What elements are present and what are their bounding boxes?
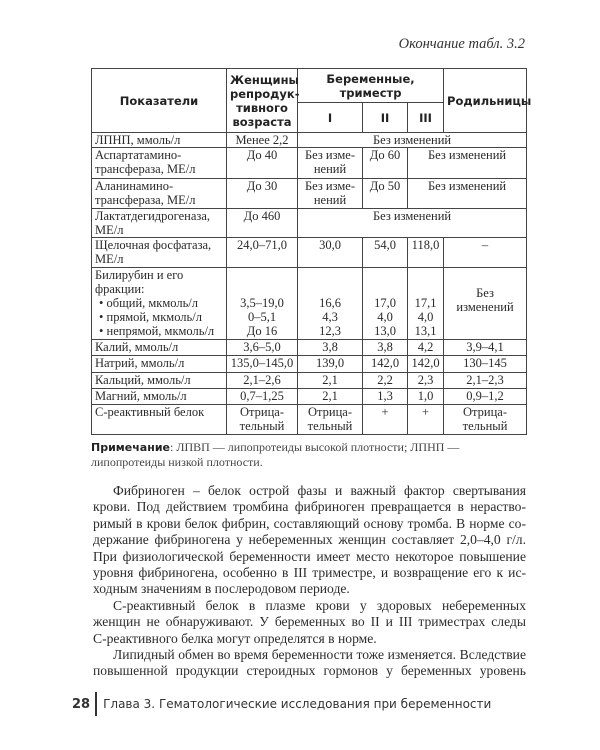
cell-t2: До 50: [363, 179, 408, 209]
row-name: Калий, ммоль/л: [92, 340, 227, 356]
cell-women: 3,6–5,0: [227, 340, 298, 356]
table-row: [92, 340, 527, 356]
table-row: [92, 179, 527, 209]
cell-postpartum: 0,9–1,2: [444, 389, 527, 405]
row-name: [92, 268, 227, 340]
cell-t3: 2,3: [408, 373, 444, 389]
cell-postpartum: 2,1–2,3: [444, 373, 527, 389]
cell-women: 2,1–2,6: [227, 373, 298, 389]
cell-women: До 30: [227, 179, 298, 209]
cell-t3: +: [408, 405, 444, 435]
table-row: [92, 148, 527, 179]
table-row: [92, 356, 527, 373]
bilirubin-fractions: [95, 296, 223, 338]
cell-t3: 1,0: [408, 389, 444, 405]
bilirubin-label: Билирубин и его фракции:: [95, 268, 184, 296]
cell-t3: 4,2: [408, 340, 444, 356]
cell-t3: 17,1 4,0 13,1: [408, 268, 444, 340]
cell-t1: 139,0: [298, 356, 363, 373]
list-item: • общий, мкмоль/л: [99, 296, 223, 310]
table-caption: Окончание табл. 3.2: [398, 36, 525, 52]
cell-women: Отрица-тельный: [227, 405, 298, 435]
cell-women: 3,5–19,0 0–5,1 До 16: [227, 268, 298, 340]
body-text: [93, 483, 526, 680]
cell-women: 135,0–145,0: [227, 356, 298, 373]
cell-t3-postpartum: Без изменений: [408, 179, 527, 209]
cell-t1: Без изме-нений: [298, 179, 363, 209]
header-postpartum: Родильницы: [444, 69, 527, 133]
reference-values-table: [91, 68, 532, 435]
cell-women: До 40: [227, 148, 298, 179]
footer-divider: [95, 692, 97, 716]
cell-postpartum: Без изменений: [444, 268, 527, 340]
cell-t3: 142,0: [408, 356, 444, 373]
cell-t2: 142,0: [363, 356, 408, 373]
header-women: Женщины репродук-тивного возраста: [227, 69, 298, 133]
list-item: • прямой, мкмоль/л: [99, 310, 223, 324]
table-row: [92, 238, 527, 268]
chapter-title: Глава 3. Гематологические исследования при беременности: [103, 697, 492, 711]
cell-t2: До 60: [363, 148, 408, 179]
header-indicator: Показатели: [92, 69, 227, 133]
page-number: 28: [72, 696, 91, 712]
cell-t3-postpartum: Без изменений: [408, 148, 527, 179]
row-name: Аспартатамино-трансфераза, МЕ/л: [92, 148, 227, 179]
list-item: • непрямой, мкмоль/л: [99, 324, 223, 338]
header-trimester-3: III: [408, 103, 444, 133]
note-text: : ЛПВП — липопротеиды высокой плотности; ЛПНП — липопротеиды низкой плотности.: [91, 440, 460, 469]
cell-postpartum: 3,9–4,1: [444, 340, 527, 356]
cell-t2: 54,0: [363, 238, 408, 268]
row-name: Натрий, ммоль/л: [92, 356, 227, 373]
row-name: Кальций, ммоль/л: [92, 373, 227, 389]
row-name: С-реактивный белок: [92, 405, 227, 435]
page-footer: [72, 692, 491, 716]
row-name: Лактатдегидрогеназа, МЕ/л: [92, 209, 227, 238]
note-label: Примечание: [91, 441, 170, 454]
cell-t2: 1,3: [363, 389, 408, 405]
cell-t1: 2,1: [298, 389, 363, 405]
cell-postpartum: –: [444, 238, 527, 268]
table-row: [92, 133, 527, 148]
cell-t1: 30,0: [298, 238, 363, 268]
cell-women: Менее 2,2: [227, 133, 298, 148]
cell-t2: 3,8: [363, 340, 408, 356]
table-row: [92, 268, 527, 340]
cell-pregnant-postpartum: Без изменений: [298, 209, 527, 238]
row-name: Магний, ммоль/л: [92, 389, 227, 405]
cell-t1: Отрица-тельный: [298, 405, 363, 435]
cell-women: 0,7–1,25: [227, 389, 298, 405]
table-row: [92, 389, 527, 405]
table-note: [91, 440, 527, 470]
cell-women: 24,0–71,0: [227, 238, 298, 268]
table-row: [92, 209, 527, 238]
cell-pregnant-postpartum: Без изменений: [298, 133, 527, 148]
row-name: ЛПНП, ммоль/л: [92, 133, 227, 148]
cell-postpartum: Отрица-тельный: [444, 405, 527, 435]
cell-women: До 460: [227, 209, 298, 238]
header-trimester-2: II: [363, 103, 408, 133]
header-trimester-1: I: [298, 103, 363, 133]
cell-t2: 17,0 4,0 13,0: [363, 268, 408, 340]
cell-t1: Без изме-нений: [298, 148, 363, 179]
header-pregnant: Беременные, триместр: [298, 69, 444, 103]
row-name: Аланинамино-трансфераза, МЕ/л: [92, 179, 227, 209]
row-name: Щелочная фосфатаза, МЕ/л: [92, 238, 227, 268]
paragraph-fibrinogen: Фибриноген – белок острой фазы и важный фактор свертывания крови. Под действием тромбина фибриноген превращается в нераство- римый в крови белок фибрин, составляющий основу тромба. В норме со- держание фибриногена у небеременных женщин составляет 2,0–4,0 г/л. При физиологической беременности имеет место некоторое повышение уровня фибриногена, особенно в III триместре, и возвращение его к ис- ходным значениям в послеродовом периоде.: [93, 483, 526, 597]
table-row: [92, 373, 527, 389]
cell-t2: 2,2: [363, 373, 408, 389]
cell-t2: +: [363, 405, 408, 435]
cell-postpartum: 130–145: [444, 356, 527, 373]
cell-t3: 118,0: [408, 238, 444, 268]
cell-t1: 16,6 4,3 12,3: [298, 268, 363, 340]
paragraph-crp: С-реактивный белок в плазме крови у здоровых небеременных женщин не обнаруживают. У беременных во II и III триместрах следы С-реактивного белка могут определятся в норме.: [93, 597, 526, 646]
cell-t1: 2,1: [298, 373, 363, 389]
cell-t1: 3,8: [298, 340, 363, 356]
paragraph-lipids: Липидный обмен во время беременности тоже изменяется. Вследствие повышенной продукции стероидных гормонов у беременных уровень: [93, 647, 526, 679]
table-row: [92, 405, 527, 435]
